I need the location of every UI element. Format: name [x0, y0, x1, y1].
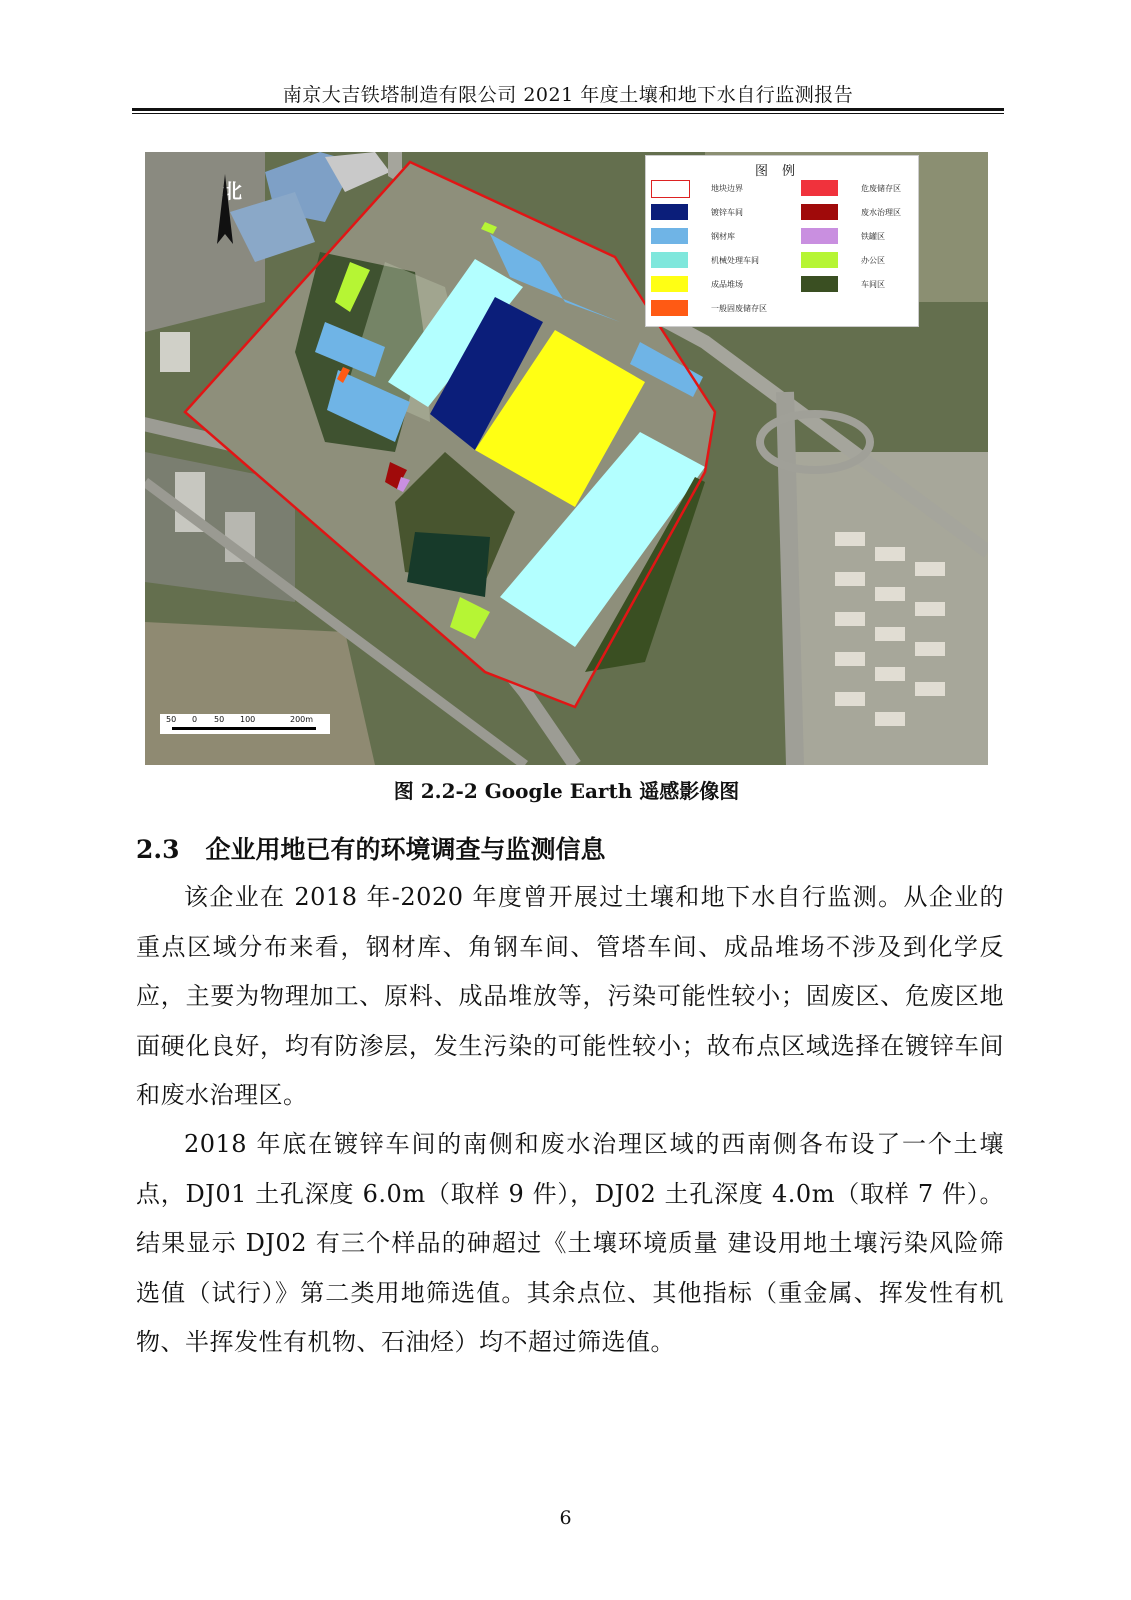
- legend-label: 镀锌车间: [711, 208, 743, 217]
- legend-label: 危废储存区: [861, 184, 901, 193]
- legend-label: 一般固废储存区: [711, 304, 767, 313]
- body-paragraph: 该企业在 2018 年-2020 年度曾开展过土壤和地下水自行监测。从企业的重点区域分布来看，钢材库、角钢车间、管塔车间、成品堆场不涉及到化学反应，主要为物理加工、原料、成品堆放等，污染可能性较小；固废区、危废区地面硬化良好，均有防渗层，发生污染的可能性较小；故布点区域选择在镀锌车间和废水治理区。: [136, 883, 1004, 1109]
- legend-swatch: [651, 300, 688, 316]
- legend-swatch: [801, 204, 838, 220]
- header-rule-thin: [132, 113, 1004, 114]
- page-number: 6: [559, 1507, 572, 1529]
- legend-label: 废水治理区: [861, 208, 901, 217]
- figure-caption: 图 2.2-2 Google Earth 遥感影像图: [393, 779, 740, 803]
- legend-swatch: [651, 276, 688, 292]
- section-heading: [136, 830, 606, 866]
- scale-bar-line: [172, 727, 316, 730]
- legend-label: 机械处理车间: [711, 256, 759, 265]
- scale-tick: 50: [166, 715, 177, 724]
- scale-bar: [160, 714, 330, 734]
- legend-swatch: [801, 276, 838, 292]
- map-legend: [645, 155, 919, 327]
- scale-tick: 0: [192, 715, 198, 724]
- legend-label: 铁罐区: [861, 232, 885, 241]
- scale-tick: 200m: [290, 715, 314, 724]
- section-number: 2.3: [136, 835, 180, 864]
- legend-label: 成品堆场: [711, 280, 743, 289]
- scale-tick: 50: [214, 715, 225, 724]
- legend-swatch: [801, 252, 838, 268]
- legend-swatch: [651, 180, 690, 198]
- legend-swatch: [651, 204, 688, 220]
- legend-title: 图例: [754, 164, 809, 179]
- page-header: 南京大吉铁塔制造有限公司 2021 年度土壤和地下水自行监测报告: [282, 84, 854, 106]
- header-rule: [132, 108, 1004, 111]
- legend-label: 办公区: [861, 256, 885, 265]
- north-label: 北: [222, 179, 242, 203]
- legend-swatch: [801, 180, 838, 196]
- legend-swatch: [651, 228, 688, 244]
- legend-label: 车间区: [861, 280, 885, 289]
- section-title: 企业用地已有的环境调查与监测信息: [205, 835, 606, 864]
- legend-swatch: [801, 228, 838, 244]
- legend-label: 地块边界: [711, 184, 743, 193]
- scale-tick: 100: [240, 715, 256, 724]
- body-paragraph: 2018 年底在镀锌车间的南侧和废水治理区域的西南侧各布设了一个土壤点，DJ01 土孔深度 6.0m（取样 9 件），DJ02 土孔深度 4.0m（取样 7 件）。结果显示 DJ02 有三个样品的砷超过《土壤环境质量 建设用地土壤污染风险筛选值（试行）》第二类用地筛选值。其余点位、其他指标（重金属、挥发性有机物、半挥发性有机物、石油烃）均不超过筛选值。: [136, 1130, 1004, 1356]
- legend-label: 钢材库: [711, 232, 735, 241]
- legend-swatch: [651, 252, 688, 268]
- north-arrow-icon: [215, 174, 235, 264]
